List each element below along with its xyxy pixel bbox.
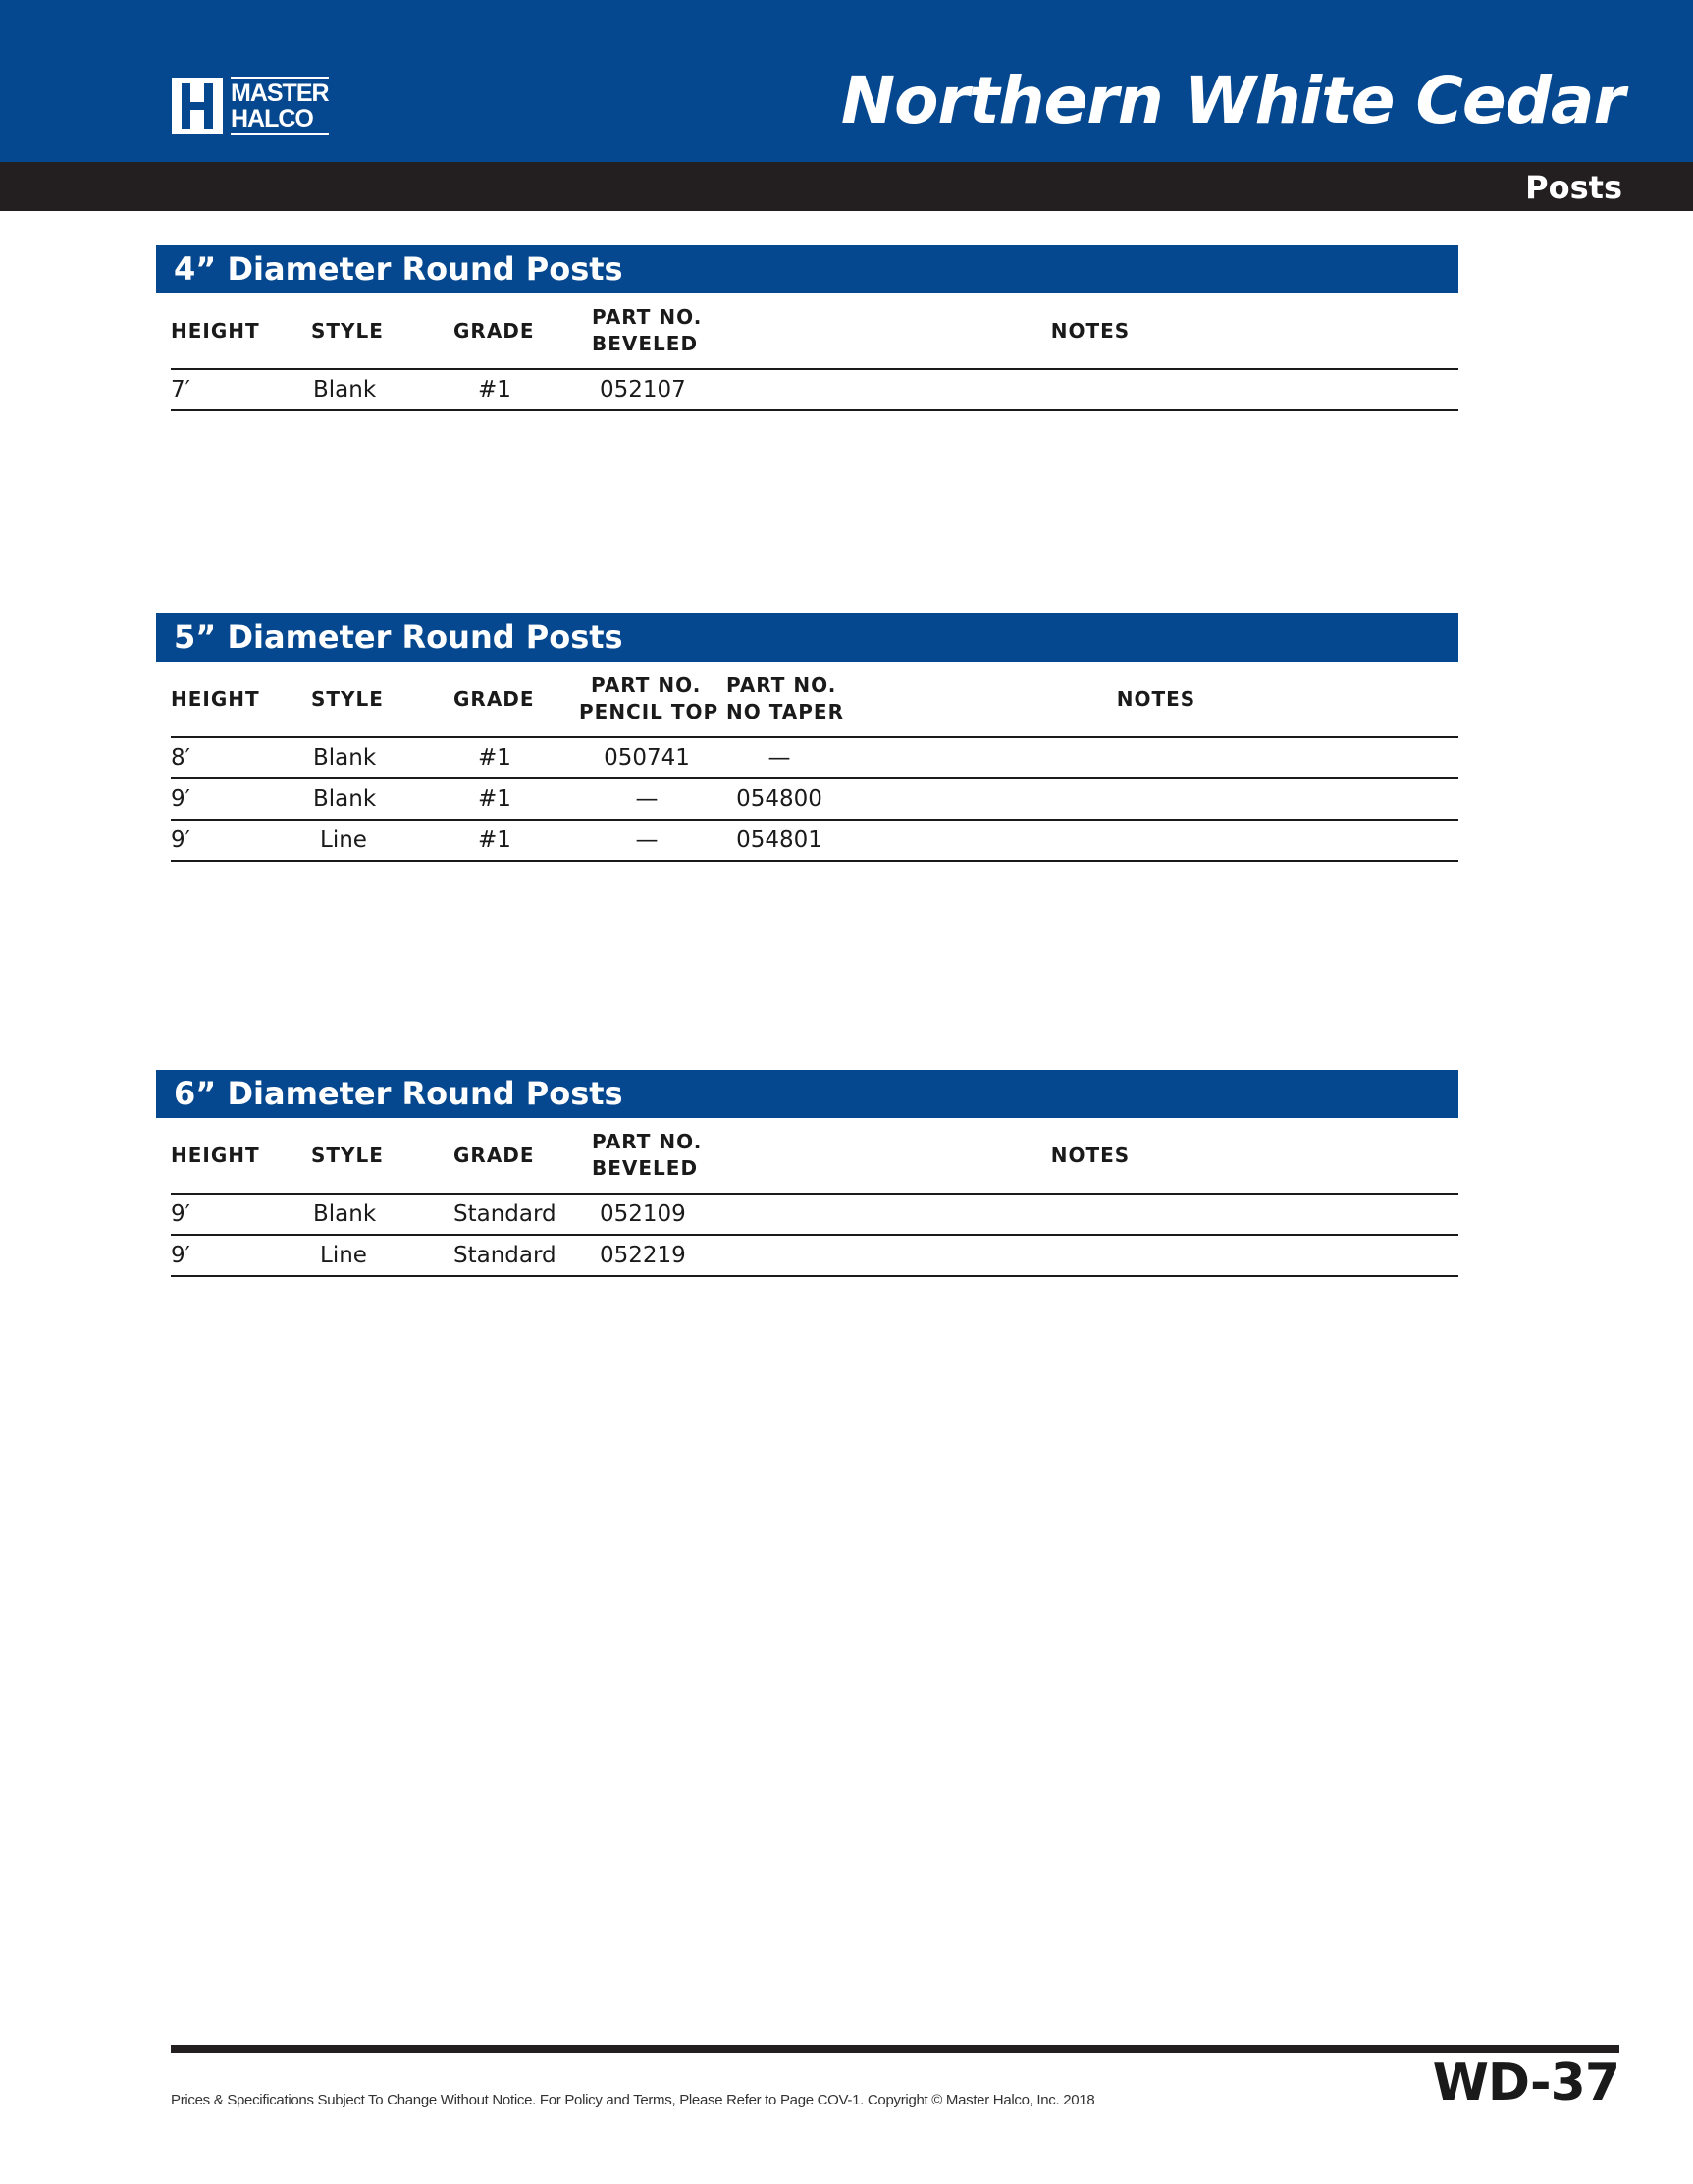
table-5in-title: 5” Diameter Round Posts xyxy=(156,613,1458,662)
col-header-style: STYLE xyxy=(311,293,453,369)
col-header-grade: GRADE xyxy=(453,293,592,369)
table-4in-section xyxy=(156,245,1458,411)
table-4in-title: 4” Diameter Round Posts xyxy=(156,245,1458,293)
table-5in-section xyxy=(156,613,1458,862)
cell-part-no-taper: 054801 xyxy=(726,820,854,861)
table-row xyxy=(171,1235,1458,1276)
col-header-style: STYLE xyxy=(311,662,453,737)
logo-line-2: HALCO xyxy=(231,105,313,133)
footer-disclaimer: Prices & Specifications Subject To Change Without Notice. For Policy and Terms, Please Refer to Page COV-1. Copyright © Master Halco, Inc. 2018 xyxy=(171,2092,1095,2108)
col-header-part-beveled xyxy=(592,293,722,369)
col-header-height: HEIGHT xyxy=(171,293,311,369)
col-header-part-line1: PART NO. xyxy=(592,305,703,329)
page-title: Northern White Cedar xyxy=(840,63,1624,138)
cell-notes xyxy=(854,737,1458,778)
col-header-style: STYLE xyxy=(311,1118,453,1194)
col-header-notes: NOTES xyxy=(722,293,1458,369)
table-row xyxy=(171,820,1458,861)
cell-part-pencil-top: 050741 xyxy=(579,737,726,778)
logo-wordmark xyxy=(231,77,329,135)
cell-height: 9′ xyxy=(171,1194,311,1235)
cell-style: Blank xyxy=(311,778,453,820)
cell-part-no-taper: 054800 xyxy=(726,778,854,820)
cell-notes xyxy=(722,369,1458,410)
col-header-part-pencil-top xyxy=(579,662,726,737)
cell-height: 8′ xyxy=(171,737,311,778)
halco-h-logo-icon xyxy=(172,78,223,134)
cell-grade: #1 xyxy=(453,778,579,820)
cell-part: 052219 xyxy=(592,1235,722,1276)
table-5in xyxy=(171,662,1458,862)
cell-part: 052109 xyxy=(592,1194,722,1235)
col-header-part-line2: BEVELED xyxy=(592,1156,699,1180)
col-header-part2-line1: PART NO. xyxy=(726,673,837,697)
col-header-part-no-taper xyxy=(726,662,854,737)
col-header-part-line2: PENCIL TOP xyxy=(579,700,719,723)
cell-notes xyxy=(722,1235,1458,1276)
col-header-part-line1: PART NO. xyxy=(592,1130,703,1153)
cell-part: 052107 xyxy=(592,369,722,410)
col-header-grade: GRADE xyxy=(453,1118,592,1194)
col-header-notes: NOTES xyxy=(854,662,1458,737)
cell-notes xyxy=(854,820,1458,861)
cell-grade: Standard xyxy=(453,1235,592,1276)
cell-grade: #1 xyxy=(453,737,579,778)
cell-height: 7′ xyxy=(171,369,311,410)
table-row xyxy=(171,737,1458,778)
cell-style: Blank xyxy=(311,1194,453,1235)
table-row xyxy=(171,1194,1458,1235)
cell-grade: Standard xyxy=(453,1194,592,1235)
col-header-height: HEIGHT xyxy=(171,662,311,737)
col-header-part-line1: PART NO. xyxy=(591,673,702,697)
cell-style: Line xyxy=(311,820,453,861)
col-header-notes: NOTES xyxy=(722,1118,1458,1194)
table-row xyxy=(171,369,1458,410)
table-4in xyxy=(171,293,1458,411)
section-band xyxy=(0,162,1693,211)
table-header-row xyxy=(171,662,1458,737)
cell-style: Blank xyxy=(311,737,453,778)
col-header-grade: GRADE xyxy=(453,662,579,737)
col-header-part-line2: BEVELED xyxy=(592,332,699,355)
table-6in-title: 6” Diameter Round Posts xyxy=(156,1070,1458,1118)
cell-notes xyxy=(722,1194,1458,1235)
cell-part-pencil-top: — xyxy=(579,778,726,820)
cell-style: Blank xyxy=(311,369,453,410)
cell-notes xyxy=(854,778,1458,820)
table-header-row xyxy=(171,293,1458,369)
col-header-height: HEIGHT xyxy=(171,1118,311,1194)
master-halco-logo xyxy=(172,75,329,137)
table-header-row xyxy=(171,1118,1458,1194)
cell-style: Line xyxy=(311,1235,453,1276)
col-header-part-beveled xyxy=(592,1118,722,1194)
section-label: Posts xyxy=(1525,169,1622,206)
cell-grade: #1 xyxy=(453,369,592,410)
table-6in-section xyxy=(156,1070,1458,1277)
cell-height: 9′ xyxy=(171,778,311,820)
cell-part-pencil-top: — xyxy=(579,820,726,861)
cell-height: 9′ xyxy=(171,1235,311,1276)
table-row xyxy=(171,778,1458,820)
cell-grade: #1 xyxy=(453,820,579,861)
footer-rule xyxy=(171,2045,1619,2053)
col-header-part2-line2: NO TAPER xyxy=(726,700,844,723)
cell-height: 9′ xyxy=(171,820,311,861)
logo-line-1: MASTER xyxy=(231,80,329,107)
table-6in xyxy=(171,1118,1458,1277)
page-number: WD-37 xyxy=(1432,2053,1619,2112)
cell-part-no-taper: — xyxy=(726,737,854,778)
